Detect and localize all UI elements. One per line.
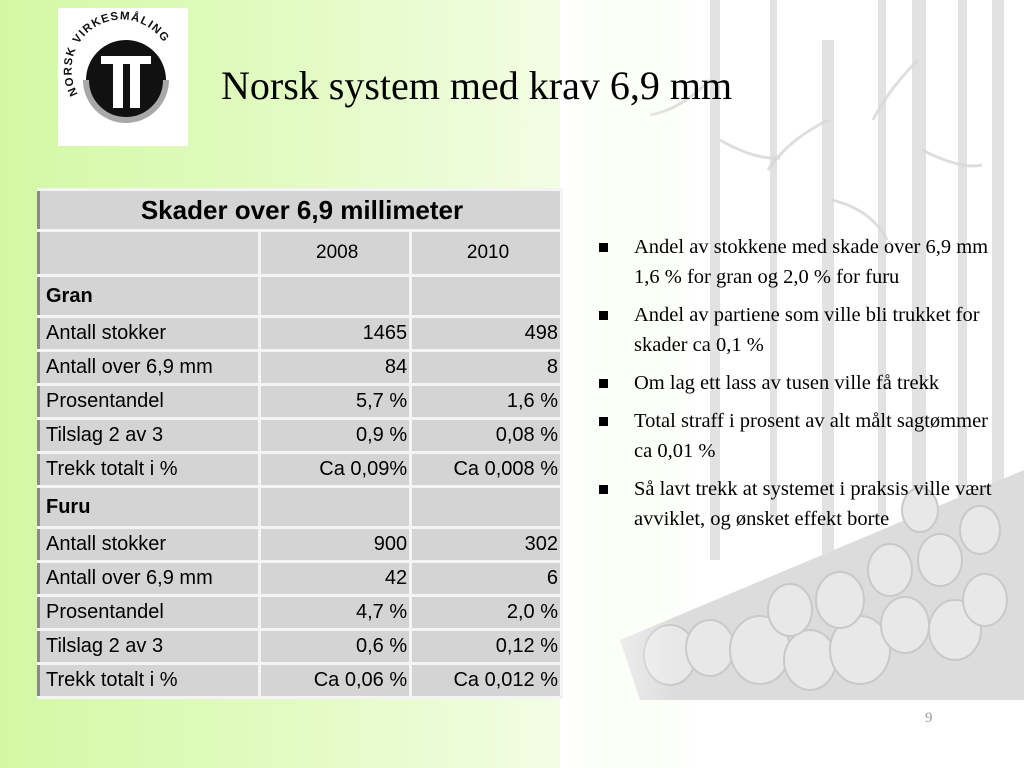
table-row [39, 562, 562, 596]
bullet-item [596, 406, 1006, 466]
value-2010: 1,6 % [411, 385, 562, 419]
norsk-virkesmaling-logo [58, 8, 188, 146]
square-bullet-icon [599, 417, 608, 426]
table-row [39, 664, 562, 698]
column-header: 2010 [411, 231, 562, 276]
table-row [39, 630, 562, 664]
value-2008: 0,6 % [260, 630, 411, 664]
value-2008: 4,7 % [260, 596, 411, 630]
value-2010: 302 [411, 528, 562, 562]
bullet-item [596, 300, 1006, 360]
damage-table [37, 188, 563, 699]
row-label: Antall over 6,9 mm [39, 351, 260, 385]
page-number: 9 [925, 710, 933, 726]
row-label: Prosentandel [39, 385, 260, 419]
row-label: Tilslag 2 av 3 [39, 630, 260, 664]
bullet-list [596, 232, 1006, 542]
value-2008: 84 [260, 351, 411, 385]
group-label: Gran [39, 276, 260, 317]
value-2008: 0,9 % [260, 419, 411, 453]
row-label: Antall stokker [39, 317, 260, 351]
table-row [39, 453, 562, 487]
value-2010: 0,12 % [411, 630, 562, 664]
value-2008: 900 [260, 528, 411, 562]
bullet-text: Andel av stokkene med skade over 6,9 mm 1,6 % for gran og 2,0 % for furu [634, 236, 989, 288]
square-bullet-icon [599, 311, 608, 320]
value-2008: 1465 [260, 317, 411, 351]
row-label: Tilslag 2 av 3 [39, 419, 260, 453]
table-row [39, 419, 562, 453]
value-2010: 6 [411, 562, 562, 596]
table-header-row [39, 231, 562, 276]
value-2010: Ca 0,008 % [411, 453, 562, 487]
row-label: Trekk totalt i % [39, 664, 260, 698]
square-bullet-icon [599, 379, 608, 388]
value-2010: 8 [411, 351, 562, 385]
bullet-text: Så lavt trekk at systemet i praksis ville vært avviklet, og ønsket effekt borte [634, 478, 992, 530]
column-header [39, 231, 260, 276]
value-2010: Ca 0,012 % [411, 664, 562, 698]
bullet-item [596, 368, 1006, 398]
value-2010: 2,0 % [411, 596, 562, 630]
group-row-gran [39, 276, 562, 317]
row-label: Antall stokker [39, 528, 260, 562]
row-label: Antall over 6,9 mm [39, 562, 260, 596]
value-2008: 42 [260, 562, 411, 596]
table-row [39, 596, 562, 630]
bullet-item [596, 232, 1006, 292]
value-2008: Ca 0,09% [260, 453, 411, 487]
value-2008: 5,7 % [260, 385, 411, 419]
row-label: Prosentandel [39, 596, 260, 630]
value-2010: 0,08 % [411, 419, 562, 453]
bullet-text: Total straff i prosent av alt målt sagtømmer ca 0,01 % [634, 410, 988, 462]
logo-text: NORSK VIRKESMÅLING [62, 10, 172, 98]
slide-title: Norsk system med krav 6,9 mm [221, 63, 733, 108]
bullet-text: Andel av partiene som ville bli trukket for skader ca 0,1 % [634, 304, 980, 356]
row-label: Trekk totalt i % [39, 453, 260, 487]
table-row [39, 385, 562, 419]
value-2010: 498 [411, 317, 562, 351]
column-header: 2008 [260, 231, 411, 276]
table-row [39, 351, 562, 385]
group-row-furu [39, 487, 562, 528]
square-bullet-icon [599, 243, 608, 252]
bullet-item [596, 474, 1006, 534]
square-bullet-icon [599, 485, 608, 494]
bullet-text: Om lag ett lass av tusen ville få trekk [634, 372, 940, 394]
value-2008: Ca 0,06 % [260, 664, 411, 698]
table-caption: Skader over 6,9 millimeter [39, 190, 562, 231]
table-row [39, 528, 562, 562]
group-label: Furu [39, 487, 260, 528]
table-caption-row [39, 190, 562, 231]
table-row [39, 317, 562, 351]
